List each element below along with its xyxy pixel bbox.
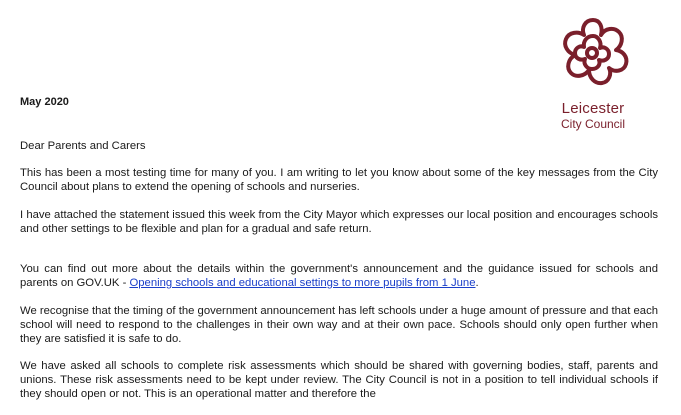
paragraph-3-text: You can find out more about the details within the government's announcement and the guidance issued for schools and parents on GOV.UK -	[20, 263, 658, 289]
letter-date: May 2020	[20, 96, 69, 108]
letter-greeting: Dear Parents and Carers	[20, 140, 146, 152]
paragraph-3-end: .	[475, 277, 479, 289]
paragraph-5: We have asked all schools to complete risk assessments which should be shared with governing bodies, staff, parents and unions. These risk assessments need to be kept under review. The City Council is not in a position to tell individual schools if they should open or not. This is an operational matter and therefore the	[20, 360, 658, 400]
govuk-guidance-link[interactable]: Opening schools and educational settings to more pupils from 1 June	[129, 277, 476, 289]
paragraph-1: This has been a most testing time for many of you. I am writing to let you know about some of the key messages from the City Council about plans to extend the opening of schools and nurseries.	[20, 167, 658, 193]
paragraph-3	[20, 262, 658, 290]
logo-text-city-council: City Council	[560, 117, 626, 131]
paragraph-4: We recognise that the timing of the government announcement has left schools under a huge amount of pressure and that each school will need to respond to the challenges in their own way and at their own pace. Schools should only open further when they are satisfied it is safe to do.	[20, 305, 658, 345]
paragraph-2: I have attached the statement issued this week from the City Mayor which expresses our local position and encourages schools and other settings to be flexible and plan for a gradual and safe return.	[20, 209, 658, 235]
rose-emblem-icon	[554, 14, 632, 98]
council-logo	[552, 14, 634, 131]
logo-text-leicester: Leicester	[561, 100, 625, 117]
